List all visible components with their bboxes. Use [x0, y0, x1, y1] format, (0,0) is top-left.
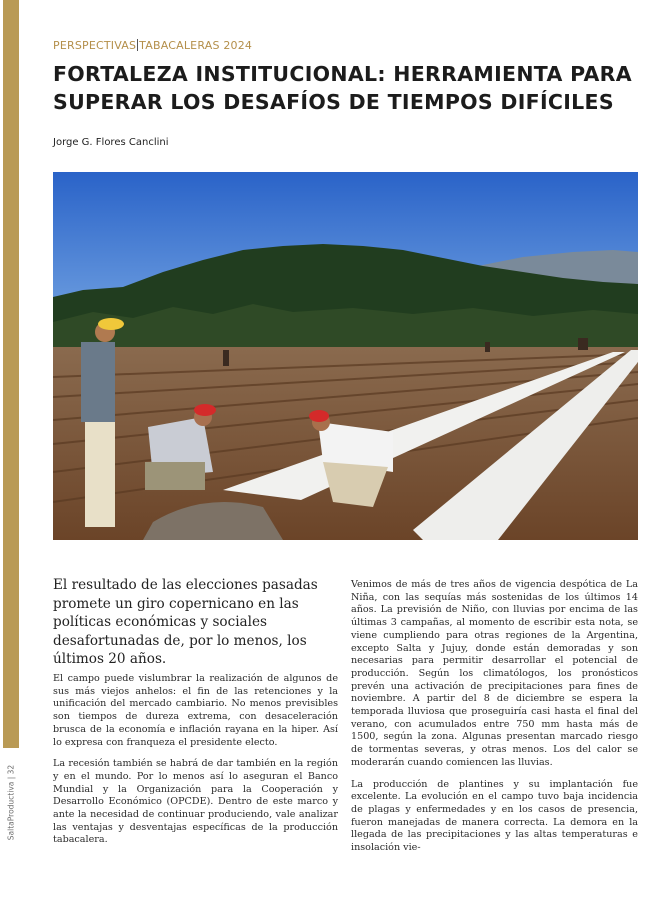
paragraph: La recesión también se habrá de dar también en la región y en el mundo. Por lo menos así lo aseguran el Banco Mundial y la Organización para la Cooperación y Desarrollo Económico (OPCDE). Dentro de este marco y ante la necesidad de continuar produciendo, vale analizar las ventajas y desventajas específicas de la producción tabacalera.: [53, 758, 338, 846]
edition-label: TABACALERAS 2024: [139, 39, 253, 52]
field-workers-photo: [53, 172, 638, 540]
page-sidebar: [0, 0, 19, 898]
lead-paragraph: El resultado de las elecciones pasadas promete un giro copernicano en las políticas económicas y sociales desafortunadas de, por lo menos, los últimos 20 años.: [53, 577, 318, 667]
folio-text: SaltaProductiva | 32: [6, 764, 16, 841]
article-title: FORTALEZA INSTITUCIONAL: HERRAMIENTA PARA SUPERAR LOS DESAFÍOS DE TIEMPOS DIFÍCILES: [53, 62, 632, 114]
page-folio: [4, 760, 18, 850]
body-column-left: [53, 673, 338, 856]
sidebar-color-bar: [3, 0, 19, 748]
paragraph: La producción de plantines y su implantación fue excelente. La evolución en el campo tuvo baja incidencia de plagas y enfermedades y en los casos de presencia, fueron manejadas de manera correcta. La demora en la llegada de las precipitaciones y las altas temperaturas e insolación vie-: [351, 778, 638, 854]
body-column-right: [351, 579, 638, 864]
paragraph: El campo puede vislumbrar la realización de algunos de sus más viejos anhelos: el fin de las retenciones y la unificación del mercado cambiario. No menos previsibles son tiempos de dureza extrema, con desaceleración brusca de la economía e inflación rayana en la hiper. Así lo expresa con franqueza el presidente electo.: [53, 673, 338, 748]
paragraph: Venimos de más de tres años de vigencia despótica de La Niña, con las sequías más sostenidas de los últimos 14 años. La previsión de Niño, con lluvias por encima de las últimas 3 campañas, al momento de escribir esta nota, se viene cumpliendo para otras regiones de la Argentina, excepto Salta y Jujuy, donde están demoradas y son necesarias para permitir desarrollar el potencial de producción. Según los climatólogos, los pronósticos prevén una activación de precipitaciones para fines de noviembre. A partir del 8 de diciembre se espera la temporada lluviosa que proseguiría casi hasta el final del verano, con acumulados entre 750 mm hasta más de 1500, según la zona. Algunas presentan marcado riesgo de tormentas severas, y otras menos. Los del calor se moderarán cuando comiencen las lluvias.: [351, 579, 638, 768]
section-label: PERSPECTIVAS: [53, 39, 137, 52]
article-author: Jorge G. Flores Canclini: [53, 137, 169, 148]
section-kicker: [53, 39, 252, 52]
